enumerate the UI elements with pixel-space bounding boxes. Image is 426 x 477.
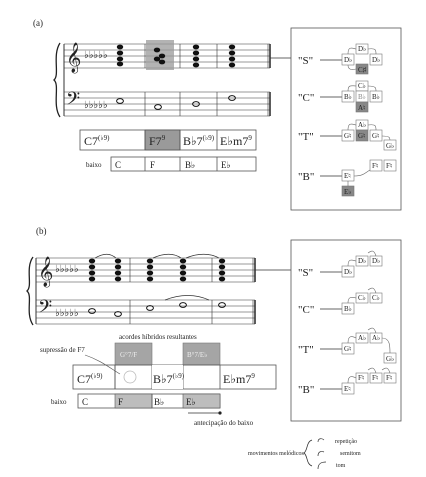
chords-a-bass — [117, 96, 236, 110]
voice-a-c-label: "C" — [298, 92, 315, 104]
voice-a-b-alt: E♭ — [344, 188, 352, 196]
voice-a-b-n2: F♮ — [372, 162, 379, 170]
voice-a-t-n2: G♮ — [358, 132, 366, 140]
voice-b-t-n3: A♭ — [372, 334, 381, 342]
chords-b-bass — [89, 303, 226, 317]
chord-a-3: $B♭7^{(♭9)}$ — [183, 134, 215, 148]
voice-a-t-n3: G♮ — [372, 132, 380, 140]
hybrid-2-label: B°7/E♭ — [187, 351, 208, 359]
legend-tone-icon — [318, 462, 326, 469]
voice-a-c-n2: B♭ — [358, 93, 366, 101]
key-signature-b-bass: ♭♭♭♭♭ — [55, 308, 79, 319]
voice-b-s-label: "S" — [298, 267, 314, 279]
voice-a-c-alt: A♮ — [358, 104, 366, 112]
bass-a-4: E♭ — [221, 160, 231, 170]
chord-b-2: $B♭7^{(♭9)}$ — [153, 372, 185, 386]
ties-b — [95, 254, 219, 300]
voice-b-s-n3: D♭ — [372, 257, 381, 265]
voice-b-t-n2: A♭ — [358, 334, 367, 342]
bass-a-3: B♭ — [185, 160, 196, 170]
voice-b-s-n2: D♭ — [358, 257, 367, 265]
voice-a-t-label: "T" — [298, 131, 314, 143]
voice-a-s-n2: D♭ — [358, 45, 367, 53]
bass-table-b — [78, 394, 220, 408]
bass-b-3: B♭ — [154, 397, 165, 407]
legend-item-2: semitom — [340, 451, 361, 457]
legend-semitone-icon — [318, 451, 324, 456]
key-signature-a-treble: ♭♭♭♭♭ — [84, 50, 108, 61]
legend-item-3: tom — [336, 463, 346, 469]
voice-a-s-alt: C♯ — [358, 66, 367, 74]
treble-clef-b: 𝄞 — [38, 257, 54, 286]
bass-label-b: baixo — [51, 398, 67, 406]
voice-b-b-n1: E♮ — [344, 385, 351, 393]
voice-b-t-right: G♭ — [386, 355, 395, 363]
key-signature-a-bass: ♭♭♭♭♭ — [84, 100, 108, 111]
key-signature-b-treble: ♭♭♭♭♭ — [55, 264, 79, 275]
voice-a-c-n1: B♭ — [344, 93, 352, 101]
legend-title: movimentos melódicos — [248, 451, 304, 457]
legend — [248, 439, 361, 469]
bass-b-2: F — [118, 397, 124, 407]
suppress-f7-caption: supressão de F7 — [40, 346, 85, 354]
brace-a — [54, 43, 60, 117]
voice-b-b-n3: F♮ — [372, 374, 379, 382]
chord-a-1: $C7^{(♭9)}$ — [84, 134, 110, 148]
voice-a-c-top: C♭ — [358, 82, 366, 90]
panel-a-label: (a) — [33, 18, 43, 28]
voice-a-t-n1: G♮ — [344, 132, 352, 140]
voice-b-b-n2: F♮ — [358, 374, 365, 382]
chord-b-3: $E♭m7^9$ — [223, 372, 255, 386]
voice-a-t-top: A♭ — [358, 121, 367, 129]
brace-b — [27, 257, 33, 325]
voice-b-b-n4: F♮ — [386, 374, 393, 382]
chord-a-2: $F7^9$ — [149, 134, 166, 148]
voice-b-c-n3: C♭ — [372, 294, 380, 302]
chord-a-4: $E♭m7^9$ — [220, 134, 252, 148]
panel-b-label: (b) — [36, 226, 47, 236]
voice-b-c-n1: B♭ — [344, 305, 352, 313]
voice-b-t-n1: G♮ — [344, 345, 352, 353]
legend-repeat-icon — [318, 439, 324, 442]
voice-a-b-label: "B" — [298, 171, 315, 183]
voice-a-s-label: "S" — [298, 55, 314, 67]
suppressed-chord-marker — [124, 371, 136, 383]
bass-label-a: baixo — [86, 161, 102, 169]
hybrid-1-label: G°7/F — [120, 351, 138, 359]
voice-a-b-n3: F♮ — [386, 162, 393, 170]
voice-a-c-n3: B♭ — [372, 93, 380, 101]
voice-b-s-n1: D♭ — [344, 268, 353, 276]
voice-a-b-n1: E♮ — [344, 172, 351, 180]
bass-a-2: F — [150, 160, 156, 170]
voice-a-s-n1: D♭ — [344, 56, 353, 64]
voice-b-c-label: "C" — [298, 304, 315, 316]
bass-b-1: C — [82, 397, 89, 407]
chord-b-1: $C7^{(♭9)}$ — [77, 372, 103, 386]
legend-item-1: repetição — [335, 439, 357, 445]
voice-a-t-right: G♭ — [386, 142, 395, 150]
hybrid-chords-caption: acordes híbridos resultantes — [119, 333, 197, 341]
voice-a-s-n3: D♭ — [372, 56, 381, 64]
bass-table-a — [111, 157, 256, 171]
bass-a-1: C — [115, 160, 122, 170]
anticipation-caption: antecipação do baixo — [194, 419, 254, 427]
bass-b-4: E♭ — [186, 397, 196, 407]
treble-clef-a: 𝄞 — [66, 43, 82, 72]
bass-clef-b: 𝄢 — [38, 296, 53, 321]
bass-clef-a: 𝄢 — [66, 88, 81, 113]
voice-b-t-label: "T" — [298, 344, 314, 356]
voice-b-b-label: "B" — [298, 384, 315, 396]
voice-b-c-n2: C♭ — [358, 294, 366, 302]
